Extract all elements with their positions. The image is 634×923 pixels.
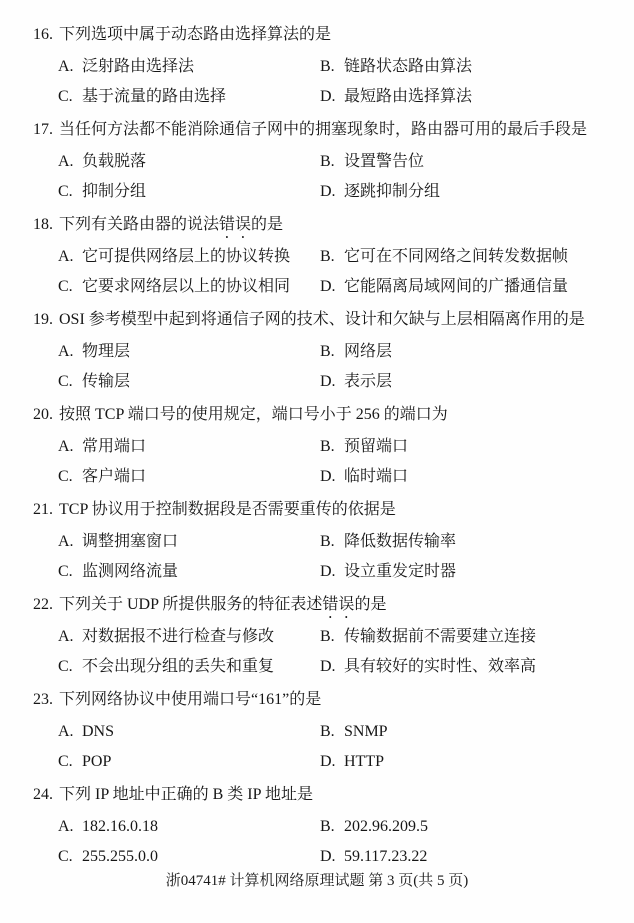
option-letter: A. — [58, 818, 74, 835]
question-number: 21. — [33, 501, 53, 518]
question-list — [33, 20, 616, 872]
question-number: 18. — [33, 216, 53, 233]
option-item-b — [320, 52, 616, 82]
question-text — [59, 400, 616, 432]
question-text — [59, 115, 616, 147]
question-item — [33, 685, 616, 777]
option-letter: D. — [320, 468, 336, 485]
option-text: 182.16.0.18 — [82, 818, 158, 835]
option-item-d — [320, 272, 616, 302]
option-grid — [58, 812, 616, 872]
question-item — [33, 780, 616, 872]
option-item-c — [58, 177, 320, 207]
option-item-c — [58, 462, 320, 492]
option-item-b — [320, 337, 616, 367]
option-letter: B. — [320, 153, 335, 170]
option-letter: D. — [320, 278, 336, 295]
option-text: 网络层 — [344, 343, 393, 360]
option-letter: D. — [320, 848, 336, 865]
option-text: 设置警告位 — [344, 153, 425, 170]
question-item — [33, 20, 616, 112]
question-number: 20. — [33, 406, 53, 423]
option-letter: A. — [58, 628, 74, 645]
option-letter: A. — [58, 438, 74, 455]
option-text: 预留端口 — [344, 438, 409, 455]
question-number: 17. — [33, 121, 53, 138]
option-item-a — [58, 52, 320, 82]
question-text — [59, 780, 616, 812]
option-letter: C. — [58, 373, 73, 390]
option-item-b — [320, 717, 616, 747]
option-letter: C. — [58, 88, 73, 105]
option-item-c — [58, 842, 320, 872]
option-letter: D. — [320, 753, 336, 770]
option-item-d — [320, 177, 616, 207]
question-item — [33, 590, 616, 682]
question-stem — [33, 400, 616, 432]
option-item-c — [58, 557, 320, 587]
question-text-emphasized: 错误 — [219, 216, 252, 233]
option-grid — [58, 622, 616, 682]
option-item-d — [320, 462, 616, 492]
option-text: 它能隔离局域网间的广播通信量 — [344, 278, 569, 295]
option-item-a — [58, 812, 320, 842]
option-text: 它可在不同网络之间转发数据帧 — [344, 248, 569, 265]
question-item — [33, 400, 616, 492]
question-text — [59, 305, 616, 337]
page-footer: 浙04741# 计算机网络原理试题 第 3 页(共 5 页) — [165, 873, 469, 889]
option-letter: B. — [320, 438, 335, 455]
option-letter: D. — [320, 373, 336, 390]
question-text-pre: 当任何方法都不能消除通信子网中的拥塞现象时，路由器可用的最后手段是 — [59, 121, 588, 138]
option-letter: C. — [58, 753, 73, 770]
option-item-d — [320, 842, 616, 872]
question-item — [33, 115, 616, 207]
option-text: 物理层 — [82, 343, 131, 360]
question-text-post: 的是 — [251, 216, 284, 233]
question-text — [59, 685, 616, 717]
option-item-d — [320, 367, 616, 397]
option-text: SNMP — [344, 723, 388, 740]
option-text: 临时端口 — [344, 468, 409, 485]
question-item — [33, 495, 616, 587]
option-letter: C. — [58, 278, 73, 295]
option-text: 59.117.23.22 — [344, 848, 428, 865]
option-item-b — [320, 242, 616, 272]
option-item-b — [320, 812, 616, 842]
option-item-c — [58, 747, 320, 777]
question-stem — [33, 780, 616, 812]
option-letter: C. — [58, 468, 73, 485]
option-text: 具有较好的实时性、效率高 — [344, 658, 537, 675]
option-grid — [58, 52, 616, 112]
option-item-a — [58, 242, 320, 272]
question-number: 19. — [33, 311, 53, 328]
question-number: 16. — [33, 26, 53, 43]
option-text: HTTP — [344, 753, 384, 770]
option-text: 降低数据传输率 — [344, 533, 457, 550]
option-grid — [58, 242, 616, 302]
option-letter: A. — [58, 153, 74, 170]
option-grid — [58, 337, 616, 397]
option-grid — [58, 527, 616, 587]
question-stem — [33, 20, 616, 52]
option-item-c — [58, 652, 320, 682]
question-number: 24. — [33, 786, 53, 803]
option-text: 传输数据前不需要建立连接 — [344, 628, 537, 645]
option-letter: D. — [320, 563, 336, 580]
option-text: 202.96.209.5 — [344, 818, 428, 835]
option-text: 它可提供网络层上的协议转换 — [82, 248, 291, 265]
option-letter: A. — [58, 343, 74, 360]
option-text: 不会出现分组的丢失和重复 — [82, 658, 275, 675]
question-text-post: 的是 — [354, 596, 387, 613]
option-letter: C. — [58, 848, 73, 865]
option-text: 表示层 — [344, 373, 393, 390]
option-text: 负载脱落 — [82, 153, 147, 170]
option-text: 抑制分组 — [82, 183, 147, 200]
question-number: 22. — [33, 596, 53, 613]
question-stem — [33, 305, 616, 337]
option-text: 传输层 — [82, 373, 131, 390]
option-item-b — [320, 622, 616, 652]
question-item — [33, 210, 616, 302]
option-text: 调整拥塞窗口 — [82, 533, 179, 550]
option-text: 监测网络流量 — [82, 563, 179, 580]
question-number: 23. — [33, 691, 53, 708]
option-letter: A. — [58, 248, 74, 265]
option-letter: B. — [320, 533, 335, 550]
question-text-pre: 下列选项中属于动态路由选择算法的是 — [59, 26, 332, 43]
question-text — [59, 590, 616, 622]
option-text: 泛射路由选择法 — [82, 58, 195, 75]
option-item-a — [58, 622, 320, 652]
option-item-b — [320, 527, 616, 557]
option-letter: D. — [320, 88, 336, 105]
option-item-b — [320, 432, 616, 462]
option-grid — [58, 147, 616, 207]
option-item-a — [58, 527, 320, 557]
option-grid — [58, 432, 616, 492]
question-text-pre: TCP 协议用于控制数据段是否需要重传的依据是 — [59, 501, 396, 518]
option-letter: A. — [58, 723, 74, 740]
option-item-d — [320, 557, 616, 587]
option-item-a — [58, 147, 320, 177]
question-text-pre: 下列 IP 地址中正确的 B 类 IP 地址是 — [59, 786, 313, 803]
option-letter: C. — [58, 183, 73, 200]
option-letter: C. — [58, 658, 73, 675]
question-stem — [33, 115, 616, 147]
option-item-d — [320, 747, 616, 777]
question-stem — [33, 495, 616, 527]
option-text: 客户端口 — [82, 468, 147, 485]
option-item-c — [58, 82, 320, 112]
option-text: 逐跳抑制分组 — [344, 183, 441, 200]
option-text: 它要求网络层以上的协议相同 — [82, 278, 291, 295]
option-item-c — [58, 272, 320, 302]
option-text: 设立重发定时器 — [344, 563, 457, 580]
option-letter: A. — [58, 58, 74, 75]
option-letter: C. — [58, 563, 73, 580]
option-item-b — [320, 147, 616, 177]
question-text-pre: 按照 TCP 端口号的使用规定，端口号小于 256 的端口为 — [59, 406, 448, 423]
question-text-emphasized: 错误 — [322, 596, 355, 613]
question-text-pre: 下列有关路由器的说法 — [59, 216, 220, 233]
option-letter: D. — [320, 658, 336, 675]
option-text: 常用端口 — [82, 438, 147, 455]
question-text — [59, 20, 616, 52]
option-grid — [58, 717, 616, 777]
question-text — [59, 495, 616, 527]
option-text: 链路状态路由算法 — [344, 58, 473, 75]
option-item-d — [320, 82, 616, 112]
question-item — [33, 305, 616, 397]
option-text: 最短路由选择算法 — [344, 88, 473, 105]
option-item-a — [58, 337, 320, 367]
option-letter: A. — [58, 533, 74, 550]
question-text-pre: 下列网络协议中使用端口号“161”的是 — [59, 691, 322, 708]
question-text — [59, 210, 616, 242]
option-letter: B. — [320, 248, 335, 265]
option-item-d — [320, 652, 616, 682]
option-text: 基于流量的路由选择 — [82, 88, 227, 105]
option-item-c — [58, 367, 320, 397]
question-stem — [33, 590, 616, 622]
option-letter: D. — [320, 183, 336, 200]
question-text-pre: 下列关于 UDP 所提供服务的特征表述 — [59, 596, 323, 613]
option-item-a — [58, 717, 320, 747]
question-stem — [33, 210, 616, 242]
option-letter: B. — [320, 723, 335, 740]
option-text: POP — [82, 753, 112, 770]
option-item-a — [58, 432, 320, 462]
option-letter: B. — [320, 343, 335, 360]
option-letter: B. — [320, 628, 335, 645]
question-stem — [33, 685, 616, 717]
option-text: 对数据报不进行检查与修改 — [82, 628, 275, 645]
option-letter: B. — [320, 818, 335, 835]
option-text: 255.255.0.0 — [82, 848, 158, 865]
option-text: DNS — [82, 723, 115, 740]
question-text-pre: OSI 参考模型中起到将通信子网的技术、设计和欠缺与上层相隔离作用的是 — [59, 311, 585, 328]
option-letter: B. — [320, 58, 335, 75]
